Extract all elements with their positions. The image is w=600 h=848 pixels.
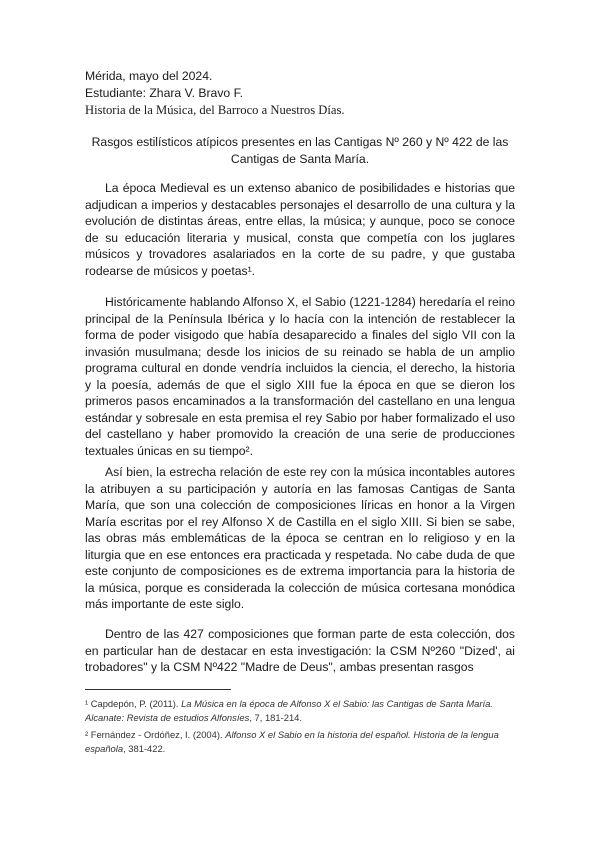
footnote-author: Fernández - Ordóñez, I. (2004). (90, 729, 223, 740)
footnote-work: Alfonso X el Sabio en la historia del español. Historia de la lengua española (85, 729, 499, 754)
paragraph-3: Así bien, la estrecha relación de este rey con la música incontables autores la atribuyen a su participación y autoría en las famosas Cantigas de Santa María, que son una colección de composiciones líricas en honor a la Virgen María escritas por el rey Alfonso X de Castilla en el siglo XIII. Si bien se sabe, las obras más emblemáticas de la época se centran en lo religioso y en la liturgia que en ese entonces era practicada y respetada. No cabe duda de que este conjunto de composiciones es de extrema importancia para la historia de la música, porque es considerada la colección de música cortesana monódica más importante de este siglo. (85, 465, 515, 612)
footnote-author: Capdepón, P. (2011). (90, 698, 179, 709)
place-date: Mérida, mayo del 2024. (85, 69, 213, 83)
paragraph-2: Históricamente hablando Alfonso X, el Sabio (1221-1284) heredaría el reino principal de la Península Ibérica y lo hacía con la intención de restablecer la forma de poder visigodo que había desaparecido a finales del siglo VII con la invasión musulmana; desde los inicios de su reinado se habla de un amplio programa cultural en donde vendría incluidos la ciencia, el derecho, la historia y la poesía, además de que el siglo XIII fue la época en que se dieron los primeros pasos encaminados a la transformación del castellano en una lengua estándar y sobresale en esta premisa el rey Sabio por haber formalizado el uso del castellano y haber promovido la creación de una serie de producciones textuales únicas en su tiempo². (85, 295, 515, 458)
footnote-details: , 381-422. (123, 743, 166, 754)
footnote-marker: ² (85, 729, 89, 740)
footnote-2 (85, 728, 517, 756)
course-name: Historia de la Música, del Barroco a Nuestros Días. (85, 103, 345, 117)
paragraph-4: Dentro de las 427 composiciones que forman parte de esta colección, dos en particular han de destacar en esta investigación: la CSM Nº260 "Dized', ai trobadores" y la CSM Nº422 "Madre de Deus", ambas presentan rasgos (85, 627, 515, 675)
paragraph-1: La época Medieval es un extenso abanico de posibilidades e historias que adjudican a imperios y destacables personajes el desarrollo de una cultura y la evolución de distintas áreas, entre ellas, la música; y aunque, poco se conoce de su educación literaria y musical, consta que competía con los juglares músicos y trovadores asalariados en la corte de su padre, y que gustaba rodearse de músicos y poetas¹. (85, 181, 515, 278)
footnote-divider (85, 689, 231, 690)
footnote-details: , 7, 181-214. (249, 712, 302, 723)
footnote-work: La Música en la época de Alfonso X el Sabio: las Cantigas de Santa María. Alcanate: Revista de estudios Alfonsíes (85, 698, 493, 723)
footnote-marker: ¹ (85, 698, 89, 709)
document-title: Rasgos estilísticos atípicos presentes en las Cantigas Nº 260 y Nº 422 de las Cantigas de Santa María. (91, 135, 509, 166)
student-name: Estudiante: Zhara V. Bravo F. (85, 86, 244, 100)
footnote-1 (85, 697, 517, 725)
